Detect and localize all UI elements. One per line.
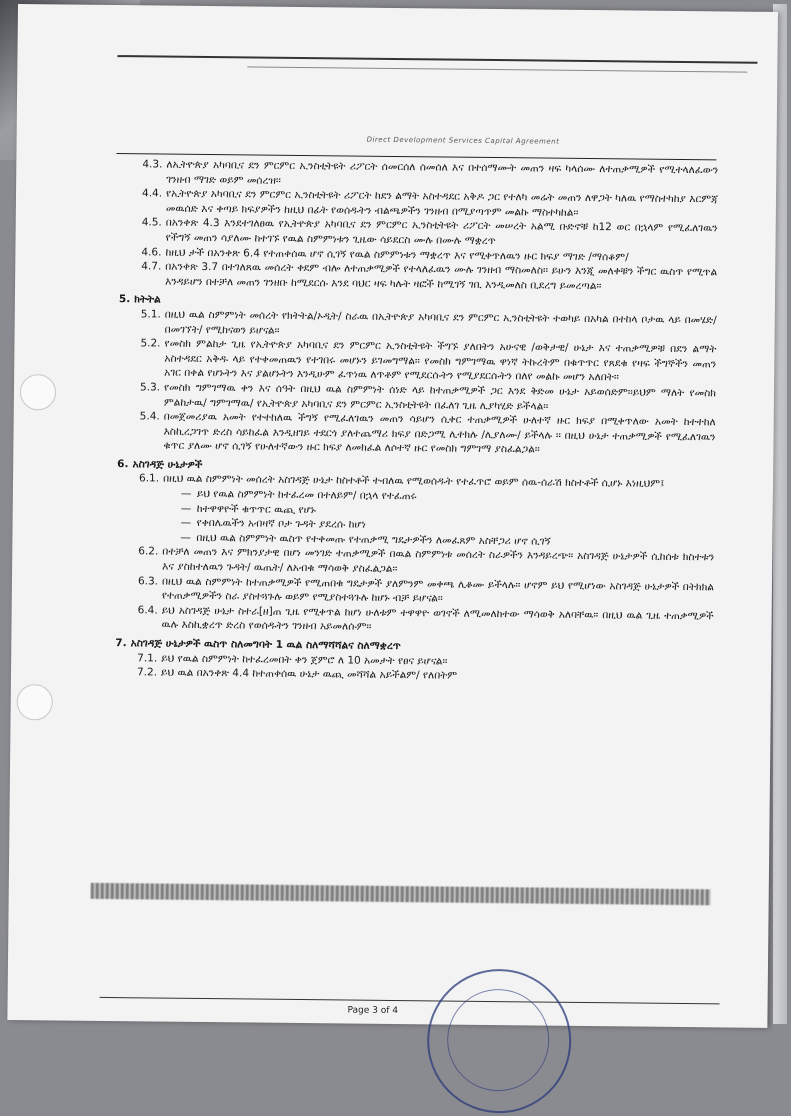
bullet-dash: — [180, 487, 192, 500]
clause-number: 7.2. [136, 666, 158, 679]
top-rule [117, 55, 757, 64]
clause-number: 5.1. [140, 308, 161, 321]
clause-text: በዚህ ዉል ስምምነት ከተጠቃሚዎች የሚጠበቁ ግዴታዎች ያለምንም መቀጫ ሊቆሙ ይችላሉ፡፡ ሆኖም ይህ የሚሆነው አስገዳጅ ሁኔታዎች በትክክል የተጠቃሚዎችን ስራ ያስተጓጉሉ ወይም የሚያስተጓጉሉ ከሆኑ ብቻ ይሆናል፡፡ [161, 575, 715, 605]
punch-hole [17, 684, 53, 720]
clause-text: በአንቀጽ 3.7 በተገለጸዉ መሰረት ቀደም ብሎ ለተጠቃሚዎች የተላለፈዉን ሙሉ ገንዘብ ማስመለስ፡፡ ይሁን እንጂ መለቀቹን ችግር ዉስጥ የሚጥል እንዳይሆን በተቻለ መጠን ገንዘቡ ከሚደርሱ እንደ ባህር ዛፍ ካሉት ዛፎች ከሚገኝ ገቢ እንዲመለስ ቢደረግ ይመረጣል፡፡ [165, 260, 718, 292]
clause-number: 4.4. [141, 187, 163, 200]
clause-item [97, 259, 717, 295]
clause-item [95, 409, 715, 459]
bullet-text: የቀበሌዉችን አብዛኛ ቦታ ጉዳት ያደረሱ ከሆነ [196, 517, 366, 531]
section-title: ክትትል [134, 293, 161, 306]
clause-number: 6.3. [137, 574, 159, 588]
scan-smudge [91, 883, 711, 905]
page-number: Page 3 of 4 [347, 1005, 399, 1017]
document-page [7, 4, 778, 1028]
clause-text: በተቻለ መጠን እና ምክንያታዊ በሆነ መንገድ ተጠቃሚዎች በዉል ስምምነቱ መሰረት ስራዎችን እንዳይረጭ። አስገዳጅ ሁኔታዎች ሲከሰቱ ክስተቱን እና ያስከተለዉን ጉዳት/ ዉጤት/ ለአብቁ ማሳወቅ ያስፈልጋል፡፡ [162, 545, 715, 576]
clause-text: የኢትዮጵያ አካባቢና ደን ምርምር ኢንስቲትዩት ሪፖርት ከደን ልማት አስተዳደር አቅዶ ጋር የተለካ መሬት መጠን ለዋጋት ካለዉ የማስተካከያ እርምጃ መዉሰድ እና ቀጣይ ክፍያዎችን ከዚህ በፊት የወሰዱትን ብልጫዎችን ገንዘብ በሚያጣጥም መልኩ ማስተካከል፡፡ [165, 187, 719, 219]
top-rule-secondary [247, 66, 747, 72]
running-header: Direct Development Services Capital Agreement [366, 135, 560, 146]
clause-number: 7.1. [137, 651, 158, 665]
bullet-text: ከተዋዋዮች ቁጥጥር ዉጪ የሆኑ [196, 502, 316, 516]
clause-text: የመስክ ግምገማዉ ቀን እና ሰዓት በዚህ ዉል ስምምነት ሰነድ ላይ ከተጠቃሚዎች ጋር እንደ ቅድመ ሁኔታ አይወሰድም፡፡ይህም ማለት የመስክ ምልከታዉ/ ግምገማዉ/ የኢትዮጵያ አካባቢና ደን ምርምር ኢንስቲትዩት በፈለገ ጊዜ ሊያካሂድ ይችላል፡፡ [163, 381, 717, 413]
bullet-text: ይህ የዉል ስምምነት ከተፈረመ በተለይም/ በኋላ የተፈጠሩ [196, 487, 417, 503]
clause-text: በአንቀጽ 4.3 እንደተገለፀዉ የኢትዮጵያ አካባቢና ደን ምርምር ኢንስቲትዩት ሪፖርት መሠረት አልሚ ቡድኖቹ ከ12 ወር በኋላም የሚፈለገዉን የችግኝ መጠን ሳያለሙ ከተገኙ የዉል ስምምነቱን ጊዜው ሳይደርስ ሙሉ በሙሉ ማቋረጥ [165, 216, 718, 248]
clause-number: 5.3. [139, 381, 161, 394]
clause-text: ከዚህ ታች በአንቀጽ 6.4 የተጠቀሰዉ ሆኖ ሲገኝ የዉል ስምምነቱን ማቋረጥ እና የሚቀጥለዉን ዙር ክፍያ ማገድ /ማሰቆም/ [165, 246, 629, 263]
clause-item [96, 336, 716, 386]
clause-number: 5.4. [139, 410, 160, 423]
clause-item [93, 603, 713, 639]
clause-number: 6. [117, 457, 129, 471]
document-body [93, 157, 718, 686]
clause-number: 7. [115, 637, 127, 650]
section-title: አስገዳጅ ሁኔታዎች ዉስጥ ስለመግባት 1 ዉል ስለማሻሻልና ስለማቋረጥ [130, 637, 401, 653]
clause-number: 6.4. [137, 604, 158, 617]
clause-text: በመጀመሪያዉ አመት የተተከለዉ ችግኝ የሚፈለገዉን መጠን ሳይሆን ሲቀር ተጠቃሚዎች ሁለተኛ ዙር ክፍያ በሚቀጥለው አመት ከተተከለ እስኪረጋገጥ ድረስ ሳይከፈል እንዲዘገይ ተደርጎ ያለተጨማሪ ክፍያ በድጋሚ ሊተክሉ /ሊያለሙ/ ይችላሉ ፡፡ በዚህ ሁኔታ ተጠቃሚዎች የሚፈለገዉን ቁጥር ያለሙ ሆኖ ሲገኝ የሁለተኛውን ዙር ክፍያ ለመክፈል ለሶተኛ ዙር የመስክ ግምገማ ያስፈልጋል፡፡ [163, 410, 716, 456]
clause-text: በዚህ ዉል ስምምነት መሰረት የክትትል/ኦዲት/ ስራዉ በኢትዮጵያ አካባቢና ደን ምርምር ኢንስቲትዩት ተወካይ በአካል በተከላ ቦታዉ ላይ በመሄድ/ በመገኘት/ የሚከናወን ይሆናል፡፡ [164, 308, 717, 337]
bullet-dash: — [180, 531, 192, 544]
section-title: አስገዳጅ ሁኔታዎች [132, 458, 203, 471]
clause-number: 4.6. [141, 245, 162, 259]
punch-hole [20, 374, 56, 410]
clause-number: 6.2. [138, 545, 159, 558]
clause-number: 5. [118, 293, 131, 306]
clause-text: ለኢትዮጵያ አካባቢና ደን ምርምር ኢንስቲትዩት ሪፖርት ሰመርሰለ ሰመሰለ እና በተሰማሙት መጠን ዛፍ ካላሰሙ ለተጠቃሚዎች የሚተላለፈውን ገንዘብ ማገድ ወይም መሰረዝ፡፡ [166, 158, 719, 187]
clause-number: 4.7. [141, 260, 162, 273]
bullet-dash: — [180, 502, 192, 515]
clause-text: ይህ የዉል ስምምነት ከተፈረመበት ቀን ጀምሮ ለ 10 አመታት የፀና ይሆናል፡፡ [161, 652, 448, 668]
clause-number: 4.5. [141, 216, 162, 229]
clause-text: በዚህ ዉል ስምምነት መሰረት አስገዳጅ ሁኔታ ከስተቶች ተብለዉ የሚወሰዱት የተፈጥሮ ወይም ሰዉ-ሰራሽ ክስተቶች ሲሆኑ እነዚህም፤ [163, 473, 665, 491]
clause-text: የመስክ ምልከታ ጊዜ የኢትዮጵያ አካባቢና ደን ምርምር ኢንስቲትዩት ችግኙ ያለበትን አሁናዊ /ወቅታዊ/ ሁኔታ እና ተጠቃሚዎቹ በደን ልማት አስተዳደር አቅዱ ላይ የተቀመጠዉን የተገበሩ መሆኑን ይገመግማል፡፡ የመስክ ግምገማዉ ዋነኛ ትኩረትም በቁጥጥር የጸደቁ የዛፍ ችግኞችን መጠን አገር በቀል የሆኑትን እና ያልሆኑትን እንዲሁም ፈጥነዉ ለጥቶም የሚደርሱትን የሚያደርሱትን በለየ መልኩ መሆን አለበት፡፡ [164, 337, 717, 384]
bullet-text: በዚህ ዉል ስምምነት ዉስጥ የተቀመጡ የተጠቃሚ ግዴታዎችን ለመፈጸም አስቸጋሪ ሆኖ ሲገኝ [196, 531, 551, 548]
official-stamp-inner [447, 989, 550, 1092]
clause-number: 6.1. [138, 472, 160, 485]
footer-rule [100, 997, 720, 1004]
bullet-dash: — [180, 517, 192, 530]
clause-text: ይህ ዉል በአንቀጽ 4.4 ከተጠቀሰዉ ሁኔታ ዉጪ መሻሻል አይችልም/ የለበትም [161, 666, 458, 682]
clause-text: ይህ አስገዳጅ ሁኔታ ስተራ[ዘ]ጠ ጊዜ የሚቀጥል ከሆነ ሁለቱም ተዋዋዮ ወገኖች ለሚመለከተው ማሳወቅ አለባቸዉ፡፡ በዚህ ዉል ጊዜ ተጠቃሚዎች ዉሉ እስኪቋረጥ ድረስ የወሰዱትን ገንዘብ አይመለሱም፡፡ [161, 604, 714, 634]
clause-number: 5.2. [140, 337, 161, 350]
clause-number: 4.3. [142, 158, 163, 171]
